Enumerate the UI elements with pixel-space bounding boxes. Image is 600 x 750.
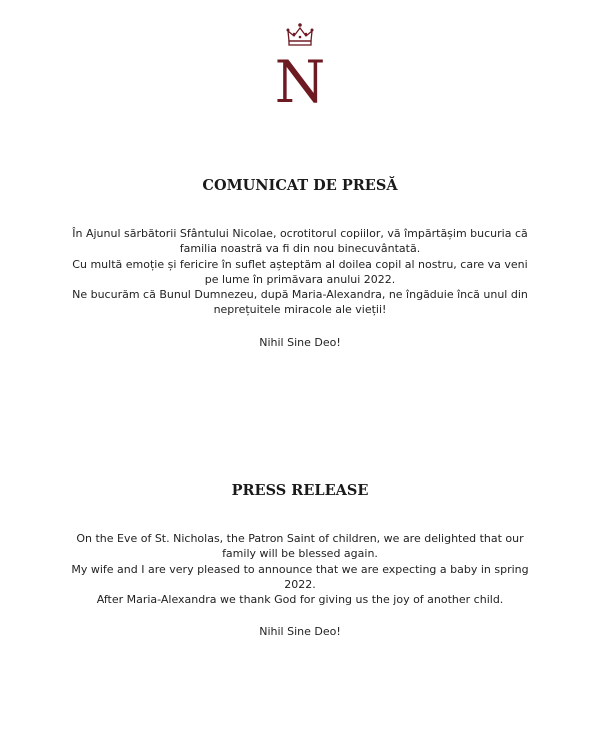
english-paragraph-2: My wife and I are very pleased to announce that we are expecting a baby in spring 2022. bbox=[71, 562, 529, 591]
romanian-body bbox=[65, 226, 535, 318]
english-body bbox=[65, 531, 535, 607]
english-heading: PRESS RELEASE bbox=[231, 482, 369, 499]
romanian-motto: Nihil Sine Deo! bbox=[259, 335, 341, 349]
english-section bbox=[0, 481, 600, 639]
romanian-heading: COMUNICAT DE PRESĂ bbox=[202, 177, 398, 194]
english-motto: Nihil Sine Deo! bbox=[259, 625, 341, 639]
monogram: N bbox=[274, 48, 326, 116]
english-paragraph-1: On the Eve of St. Nicholas, the Patron Saint of children, we are delighted that our family will be blessed again. bbox=[76, 532, 524, 561]
romanian-paragraph-2: Cu multă emoție și fericire în suflet așteptăm al doilea copil al nostru, care va veni pe lume în primăvara anului 2022. bbox=[72, 257, 528, 286]
romanian-paragraph-1: În Ajunul sărbătorii Sfântului Nicolae, ocrotitorul copiilor, vă împărtășim bucuria că familia noastră va fi din nou binecuvântată. bbox=[72, 227, 528, 256]
romanian-section bbox=[0, 176, 600, 350]
romanian-paragraph-3: Ne bucurăm că Bunul Dumnezeu, după Maria-Alexandra, ne îngăduie încă unul din neprețuitele miracole ale vieții! bbox=[72, 288, 528, 317]
crown-icon bbox=[285, 22, 315, 48]
english-paragraph-3: After Maria-Alexandra we thank God for giving us the joy of another child. bbox=[96, 593, 504, 607]
